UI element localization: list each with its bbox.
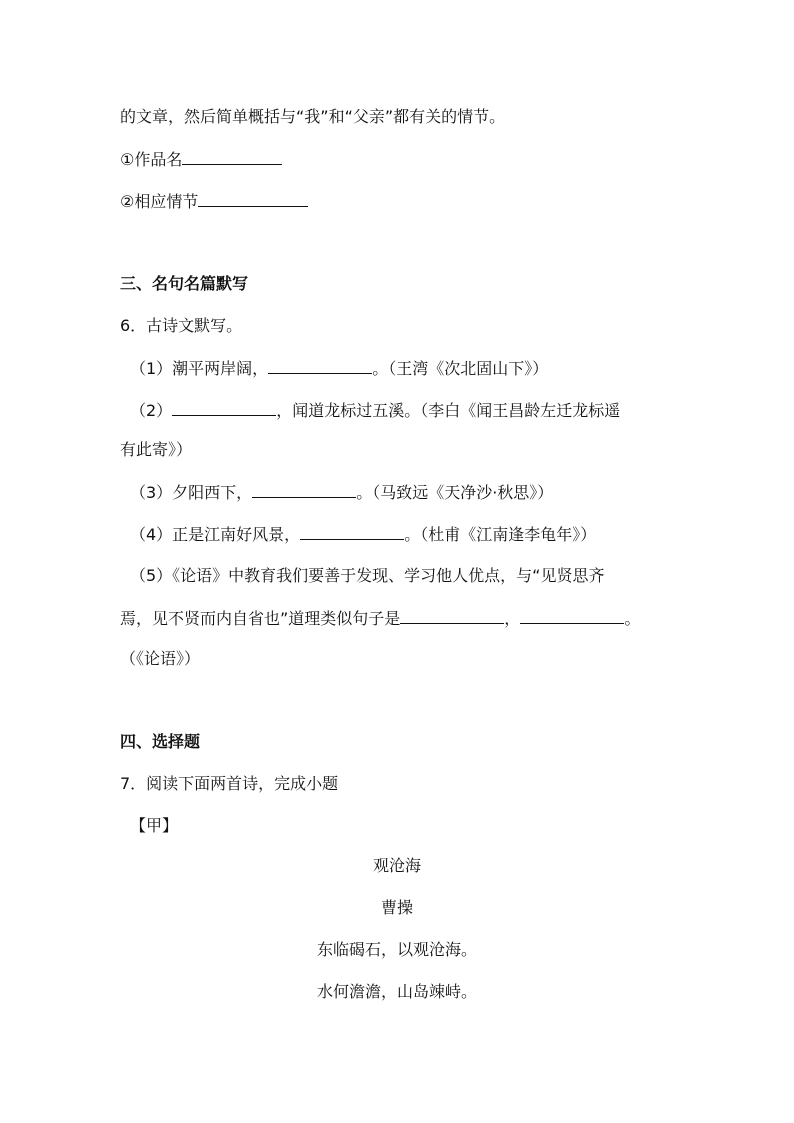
question-6-2-cont: 有此寄》） bbox=[120, 440, 193, 459]
q6-4-suffix: 。（杜甫《江南逢李龟年》） bbox=[404, 525, 597, 544]
intro-text: 的文章，然后简单概括与“我”和“父亲”都有关的情节。 bbox=[120, 107, 506, 126]
q6-1-suffix: 。（王湾《次北固山下》） bbox=[372, 359, 549, 378]
q6-3-prefix: （3）夕阳西下， bbox=[130, 483, 253, 502]
q6-3-suffix: 。（马致远《天净沙·秋思》） bbox=[356, 483, 554, 502]
poem-title: 观沧海 bbox=[372, 856, 421, 875]
section-heading-3: 三、名句名篇默写 bbox=[120, 274, 249, 293]
q6-5-comma: ， bbox=[504, 609, 521, 628]
question-6-5: （5）《论语》中教育我们要善于发现、学习他人优点，与“见贤思齐 bbox=[130, 566, 605, 585]
answer-blank[interactable] bbox=[182, 148, 282, 165]
answer-blank[interactable] bbox=[300, 523, 404, 540]
poem-line-1: 东临碣石，以观沧海。 bbox=[316, 940, 477, 959]
answer-item-work-name bbox=[120, 148, 282, 171]
q6-2-suffix: ，闻道龙标过五溪。（李白《闻王昌龄左迁龙标遥 bbox=[276, 401, 621, 420]
poem-line-2: 水何澹澹，山岛竦峙。 bbox=[316, 982, 477, 1001]
intro-line bbox=[120, 106, 505, 128]
question-6-title: 6．古诗文默写。 bbox=[120, 316, 243, 335]
q6-5-text: 焉，见不贤而内自省也”道理类似句子是 bbox=[120, 609, 401, 628]
question-6-5-cont bbox=[120, 607, 640, 630]
poem-tag: 【甲】 bbox=[130, 816, 179, 835]
answer-item-plot bbox=[120, 190, 308, 213]
answer-blank[interactable] bbox=[400, 607, 504, 624]
answer-blank[interactable] bbox=[172, 399, 276, 416]
question-6-4 bbox=[130, 523, 596, 546]
question-6-3 bbox=[130, 481, 553, 504]
answer-blank[interactable] bbox=[198, 190, 308, 207]
q6-4-prefix: （4）正是江南好风景， bbox=[130, 525, 301, 544]
question-7-title: 7．阅读下面两首诗，完成小题 bbox=[120, 774, 339, 793]
question-6-2 bbox=[130, 399, 620, 422]
item1-label: ①作品名 bbox=[120, 150, 183, 169]
q6-1-prefix: （1）潮平两岸阔， bbox=[130, 359, 269, 378]
poem-author: 曹操 bbox=[380, 898, 413, 917]
q6-2-prefix: （2） bbox=[130, 401, 173, 420]
item2-label: ②相应情节 bbox=[120, 192, 199, 211]
answer-blank[interactable] bbox=[252, 481, 356, 498]
section-heading-4: 四、选择题 bbox=[120, 732, 201, 751]
question-6-1 bbox=[130, 357, 548, 380]
answer-blank[interactable] bbox=[268, 357, 372, 374]
question-6-5-source: （《论语》） bbox=[120, 649, 201, 668]
answer-blank[interactable] bbox=[520, 607, 624, 624]
q6-5-period: 。 bbox=[624, 609, 641, 628]
